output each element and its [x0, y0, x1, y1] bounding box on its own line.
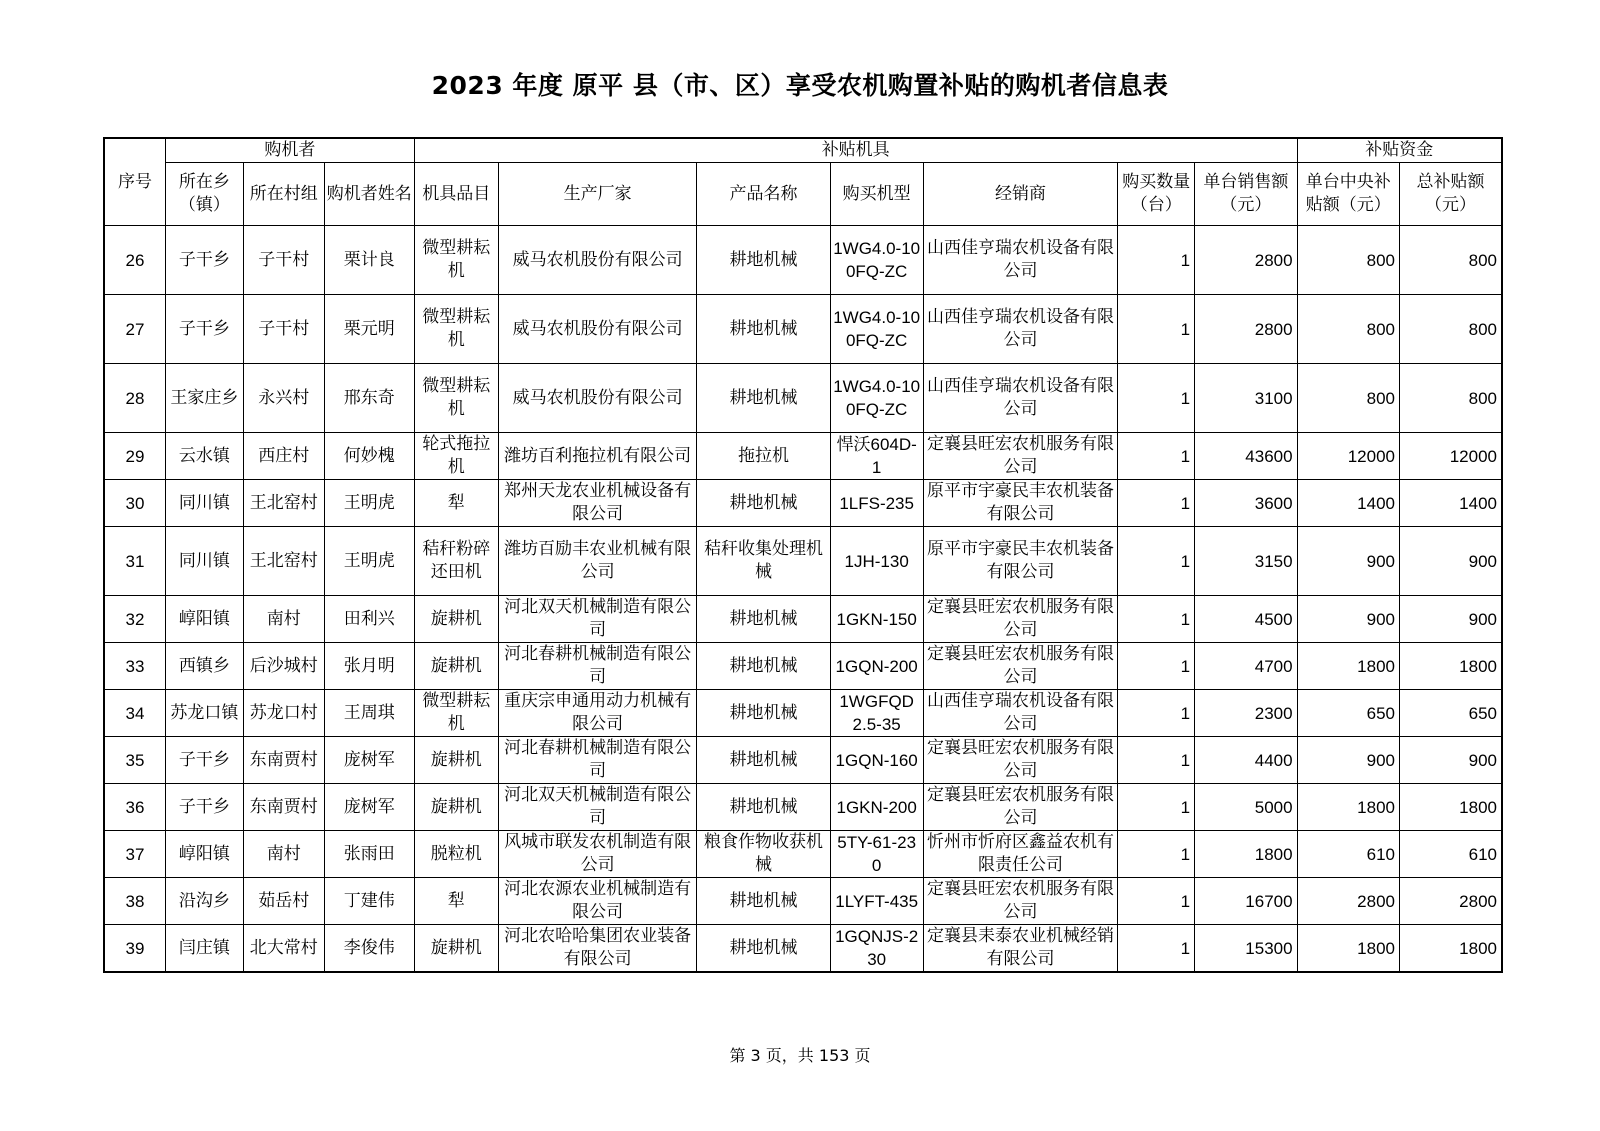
cell-total-subsidy: 1800: [1399, 925, 1502, 973]
cell-product: 耕地机械: [697, 737, 830, 784]
cell-maker: 威马农机股份有限公司: [498, 295, 697, 364]
cell-price: 4500: [1195, 596, 1297, 643]
cell-central-subsidy: 800: [1297, 364, 1399, 433]
cell-category: 微型耕耘机: [414, 295, 498, 364]
cell-qty: 1: [1118, 643, 1195, 690]
cell-central-subsidy: 610: [1297, 831, 1399, 878]
header-name: 购机者姓名: [324, 163, 414, 226]
cell-dealer: 定襄县旺宏农机服务有限公司: [923, 784, 1118, 831]
cell-central-subsidy: 1800: [1297, 643, 1399, 690]
cell-qty: 1: [1118, 737, 1195, 784]
cell-buyer-name: 庞树军: [324, 784, 414, 831]
cell-price: 16700: [1195, 878, 1297, 925]
cell-maker: 河北双天机械制造有限公司: [498, 596, 697, 643]
cell-central-subsidy: 800: [1297, 226, 1399, 295]
header-row-columns: [104, 163, 1502, 226]
cell-seq: 32: [104, 596, 165, 643]
cell-village: 西庄村: [243, 433, 324, 480]
cell-seq: 33: [104, 643, 165, 690]
cell-town: 同川镇: [165, 480, 243, 527]
cell-seq: 34: [104, 690, 165, 737]
cell-total-subsidy: 2800: [1399, 878, 1502, 925]
header-group-buyer: 购机者: [165, 138, 414, 163]
cell-town: 子干乡: [165, 737, 243, 784]
cell-maker: 河北双天机械制造有限公司: [498, 784, 697, 831]
cell-village: 南村: [243, 596, 324, 643]
cell-central-subsidy: 650: [1297, 690, 1399, 737]
cell-price: 15300: [1195, 925, 1297, 973]
cell-central-subsidy: 2800: [1297, 878, 1399, 925]
cell-model: 1GQNJS-230: [830, 925, 923, 973]
cell-model: 1GKN-150: [830, 596, 923, 643]
cell-seq: 38: [104, 878, 165, 925]
cell-model: 1JH-130: [830, 527, 923, 596]
cell-qty: 1: [1118, 831, 1195, 878]
cell-category: 旋耕机: [414, 784, 498, 831]
table-row: [104, 527, 1502, 596]
cell-seq: 28: [104, 364, 165, 433]
cell-central-subsidy: 1800: [1297, 784, 1399, 831]
cell-price: 3100: [1195, 364, 1297, 433]
cell-seq: 35: [104, 737, 165, 784]
cell-price: 3150: [1195, 527, 1297, 596]
cell-village: 子干村: [243, 226, 324, 295]
cell-central-subsidy: 800: [1297, 295, 1399, 364]
cell-product: 耕地机械: [697, 878, 830, 925]
cell-buyer-name: 王明虎: [324, 480, 414, 527]
table-row: [104, 596, 1502, 643]
cell-maker: 潍坊百励丰农业机械有限公司: [498, 527, 697, 596]
cell-total-subsidy: 12000: [1399, 433, 1502, 480]
cell-central-subsidy: 1800: [1297, 925, 1399, 973]
cell-central-subsidy: 12000: [1297, 433, 1399, 480]
cell-qty: 1: [1118, 690, 1195, 737]
cell-qty: 1: [1118, 527, 1195, 596]
cell-qty: 1: [1118, 480, 1195, 527]
table-row: [104, 925, 1502, 973]
cell-total-subsidy: 1800: [1399, 643, 1502, 690]
cell-town: 子干乡: [165, 784, 243, 831]
cell-product: 粮食作物收获机械: [697, 831, 830, 878]
cell-category: 旋耕机: [414, 925, 498, 973]
cell-village: 南村: [243, 831, 324, 878]
cell-central-subsidy: 900: [1297, 527, 1399, 596]
cell-product: 耕地机械: [697, 925, 830, 973]
cell-category: 旋耕机: [414, 643, 498, 690]
cell-dealer: 山西佳亨瑞农机设备有限公司: [923, 226, 1118, 295]
cell-product: 拖拉机: [697, 433, 830, 480]
cell-category: 轮式拖拉机: [414, 433, 498, 480]
cell-village: 子干村: [243, 295, 324, 364]
cell-category: 旋耕机: [414, 596, 498, 643]
cell-village: 茹岳村: [243, 878, 324, 925]
cell-buyer-name: 栗计良: [324, 226, 414, 295]
header-group-funds: 补贴资金: [1297, 138, 1502, 163]
cell-village: 东南贾村: [243, 784, 324, 831]
cell-price: 5000: [1195, 784, 1297, 831]
cell-model: 5TY-61-230: [830, 831, 923, 878]
header-town: 所在乡（镇）: [165, 163, 243, 226]
cell-town: 闫庄镇: [165, 925, 243, 973]
cell-category: 旋耕机: [414, 737, 498, 784]
page-number: 第 3 页，共 153 页: [729, 1046, 871, 1065]
cell-dealer: 山西佳亨瑞农机设备有限公司: [923, 690, 1118, 737]
cell-dealer: 原平市宇豪民丰农机装备有限公司: [923, 480, 1118, 527]
cell-price: 1800: [1195, 831, 1297, 878]
cell-buyer-name: 庞树军: [324, 737, 414, 784]
cell-maker: 河北农源农业机械制造有限公司: [498, 878, 697, 925]
table-row: [104, 433, 1502, 480]
cell-seq: 36: [104, 784, 165, 831]
cell-buyer-name: 田利兴: [324, 596, 414, 643]
cell-dealer: 忻州市忻府区鑫益农机有限责任公司: [923, 831, 1118, 878]
cell-village: 王北窑村: [243, 480, 324, 527]
cell-buyer-name: 何妙槐: [324, 433, 414, 480]
cell-maker: 潍坊百利拖拉机有限公司: [498, 433, 697, 480]
cell-town: 子干乡: [165, 226, 243, 295]
page-title: 2023 年度 原平 县（市、区）享受农机购置补贴的购机者信息表: [431, 71, 1169, 100]
cell-central-subsidy: 1400: [1297, 480, 1399, 527]
cell-qty: 1: [1118, 226, 1195, 295]
header-total-subsidy: 总补贴额（元）: [1399, 163, 1502, 226]
cell-town: 沿沟乡: [165, 878, 243, 925]
cell-product: 耕地机械: [697, 690, 830, 737]
cell-price: 2800: [1195, 226, 1297, 295]
cell-maker: 威马农机股份有限公司: [498, 364, 697, 433]
cell-seq: 37: [104, 831, 165, 878]
cell-buyer-name: 李俊伟: [324, 925, 414, 973]
header-dealer: 经销商: [923, 163, 1118, 226]
header-qty: 购买数量（台）: [1118, 163, 1195, 226]
cell-seq: 31: [104, 527, 165, 596]
cell-village: 永兴村: [243, 364, 324, 433]
cell-dealer: 定襄县旺宏农机服务有限公司: [923, 433, 1118, 480]
cell-model: 1LYFT-435: [830, 878, 923, 925]
cell-buyer-name: 王周琪: [324, 690, 414, 737]
cell-town: 西镇乡: [165, 643, 243, 690]
cell-town: 苏龙口镇: [165, 690, 243, 737]
cell-product: 秸秆收集处理机械: [697, 527, 830, 596]
cell-buyer-name: 丁建伟: [324, 878, 414, 925]
cell-qty: 1: [1118, 364, 1195, 433]
subsidy-table: [103, 137, 1503, 973]
header-model: 购买机型: [830, 163, 923, 226]
cell-category: 秸秆粉碎还田机: [414, 527, 498, 596]
cell-qty: 1: [1118, 925, 1195, 973]
cell-total-subsidy: 610: [1399, 831, 1502, 878]
cell-town: 王家庄乡: [165, 364, 243, 433]
cell-product: 耕地机械: [697, 226, 830, 295]
cell-village: 王北窑村: [243, 527, 324, 596]
cell-model: 1WGFQD2.5-35: [830, 690, 923, 737]
cell-qty: 1: [1118, 295, 1195, 364]
cell-product: 耕地机械: [697, 643, 830, 690]
cell-village: 后沙城村: [243, 643, 324, 690]
cell-price: 3600: [1195, 480, 1297, 527]
cell-maker: 河北农哈哈集团农业装备有限公司: [498, 925, 697, 973]
cell-total-subsidy: 800: [1399, 364, 1502, 433]
cell-total-subsidy: 900: [1399, 527, 1502, 596]
cell-buyer-name: 邢东奇: [324, 364, 414, 433]
table-row: [104, 737, 1502, 784]
header-product: 产品名称: [697, 163, 830, 226]
table-row: [104, 831, 1502, 878]
cell-town: 崞阳镇: [165, 596, 243, 643]
header-price: 单台销售额（元）: [1195, 163, 1297, 226]
cell-dealer: 山西佳亨瑞农机设备有限公司: [923, 364, 1118, 433]
cell-total-subsidy: 800: [1399, 295, 1502, 364]
cell-dealer: 定襄县旺宏农机服务有限公司: [923, 643, 1118, 690]
header-village: 所在村组: [243, 163, 324, 226]
cell-town: 崞阳镇: [165, 831, 243, 878]
cell-model: 1GQN-160: [830, 737, 923, 784]
cell-seq: 27: [104, 295, 165, 364]
header-seq: 序号: [104, 138, 165, 226]
table-row: [104, 480, 1502, 527]
table-row: [104, 364, 1502, 433]
cell-maker: 重庆宗申通用动力机械有限公司: [498, 690, 697, 737]
cell-model: 1GQN-200: [830, 643, 923, 690]
header-maker: 生产厂家: [498, 163, 697, 226]
cell-total-subsidy: 1800: [1399, 784, 1502, 831]
cell-maker: 河北春耕机械制造有限公司: [498, 643, 697, 690]
cell-buyer-name: 张雨田: [324, 831, 414, 878]
cell-total-subsidy: 1400: [1399, 480, 1502, 527]
cell-product: 耕地机械: [697, 295, 830, 364]
header-category: 机具品目: [414, 163, 498, 226]
cell-price: 2800: [1195, 295, 1297, 364]
cell-buyer-name: 栗元明: [324, 295, 414, 364]
header-group-machine: 补贴机具: [414, 138, 1297, 163]
header-row-groups: [104, 138, 1502, 163]
cell-qty: 1: [1118, 433, 1195, 480]
cell-model: 1WG4.0-100FQ-ZC: [830, 226, 923, 295]
cell-category: 犁: [414, 878, 498, 925]
header-central-subsidy: 单台中央补贴额（元）: [1297, 163, 1399, 226]
cell-maker: 郑州天龙农业机械设备有限公司: [498, 480, 697, 527]
cell-model: 1WG4.0-100FQ-ZC: [830, 295, 923, 364]
cell-qty: 1: [1118, 596, 1195, 643]
cell-total-subsidy: 800: [1399, 226, 1502, 295]
cell-category: 脱粒机: [414, 831, 498, 878]
cell-central-subsidy: 900: [1297, 596, 1399, 643]
cell-town: 云水镇: [165, 433, 243, 480]
cell-qty: 1: [1118, 784, 1195, 831]
cell-village: 苏龙口村: [243, 690, 324, 737]
cell-seq: 39: [104, 925, 165, 973]
cell-buyer-name: 张月明: [324, 643, 414, 690]
table-row: [104, 690, 1502, 737]
cell-price: 4700: [1195, 643, 1297, 690]
cell-total-subsidy: 900: [1399, 737, 1502, 784]
cell-category: 犁: [414, 480, 498, 527]
cell-dealer: 定襄县旺宏农机服务有限公司: [923, 596, 1118, 643]
cell-dealer: 定襄县旺宏农机服务有限公司: [923, 737, 1118, 784]
table-body: [104, 226, 1502, 973]
cell-qty: 1: [1118, 878, 1195, 925]
cell-maker: 河北春耕机械制造有限公司: [498, 737, 697, 784]
cell-maker: 威马农机股份有限公司: [498, 226, 697, 295]
cell-price: 43600: [1195, 433, 1297, 480]
cell-category: 微型耕耘机: [414, 226, 498, 295]
cell-total-subsidy: 650: [1399, 690, 1502, 737]
table-row: [104, 226, 1502, 295]
table-row: [104, 878, 1502, 925]
cell-model: 1WG4.0-100FQ-ZC: [830, 364, 923, 433]
cell-dealer: 山西佳亨瑞农机设备有限公司: [923, 295, 1118, 364]
cell-model: 1GKN-200: [830, 784, 923, 831]
cell-village: 东南贾村: [243, 737, 324, 784]
cell-town: 同川镇: [165, 527, 243, 596]
cell-category: 微型耕耘机: [414, 690, 498, 737]
cell-dealer: 原平市宇豪民丰农机装备有限公司: [923, 527, 1118, 596]
cell-maker: 风城市联发农机制造有限公司: [498, 831, 697, 878]
cell-model: 1LFS-235: [830, 480, 923, 527]
cell-seq: 30: [104, 480, 165, 527]
cell-product: 耕地机械: [697, 784, 830, 831]
cell-town: 子干乡: [165, 295, 243, 364]
cell-central-subsidy: 900: [1297, 737, 1399, 784]
cell-model: 悍沃604D-1: [830, 433, 923, 480]
cell-category: 微型耕耘机: [414, 364, 498, 433]
cell-total-subsidy: 900: [1399, 596, 1502, 643]
cell-product: 耕地机械: [697, 596, 830, 643]
table-row: [104, 643, 1502, 690]
cell-product: 耕地机械: [697, 480, 830, 527]
cell-seq: 29: [104, 433, 165, 480]
table-row: [104, 784, 1502, 831]
cell-price: 2300: [1195, 690, 1297, 737]
cell-village: 北大常村: [243, 925, 324, 973]
cell-product: 耕地机械: [697, 364, 830, 433]
cell-seq: 26: [104, 226, 165, 295]
cell-dealer: 定襄县旺宏农机服务有限公司: [923, 878, 1118, 925]
cell-price: 4400: [1195, 737, 1297, 784]
cell-buyer-name: 王明虎: [324, 527, 414, 596]
table-row: [104, 295, 1502, 364]
cell-dealer: 定襄县耒泰农业机械经销有限公司: [923, 925, 1118, 973]
